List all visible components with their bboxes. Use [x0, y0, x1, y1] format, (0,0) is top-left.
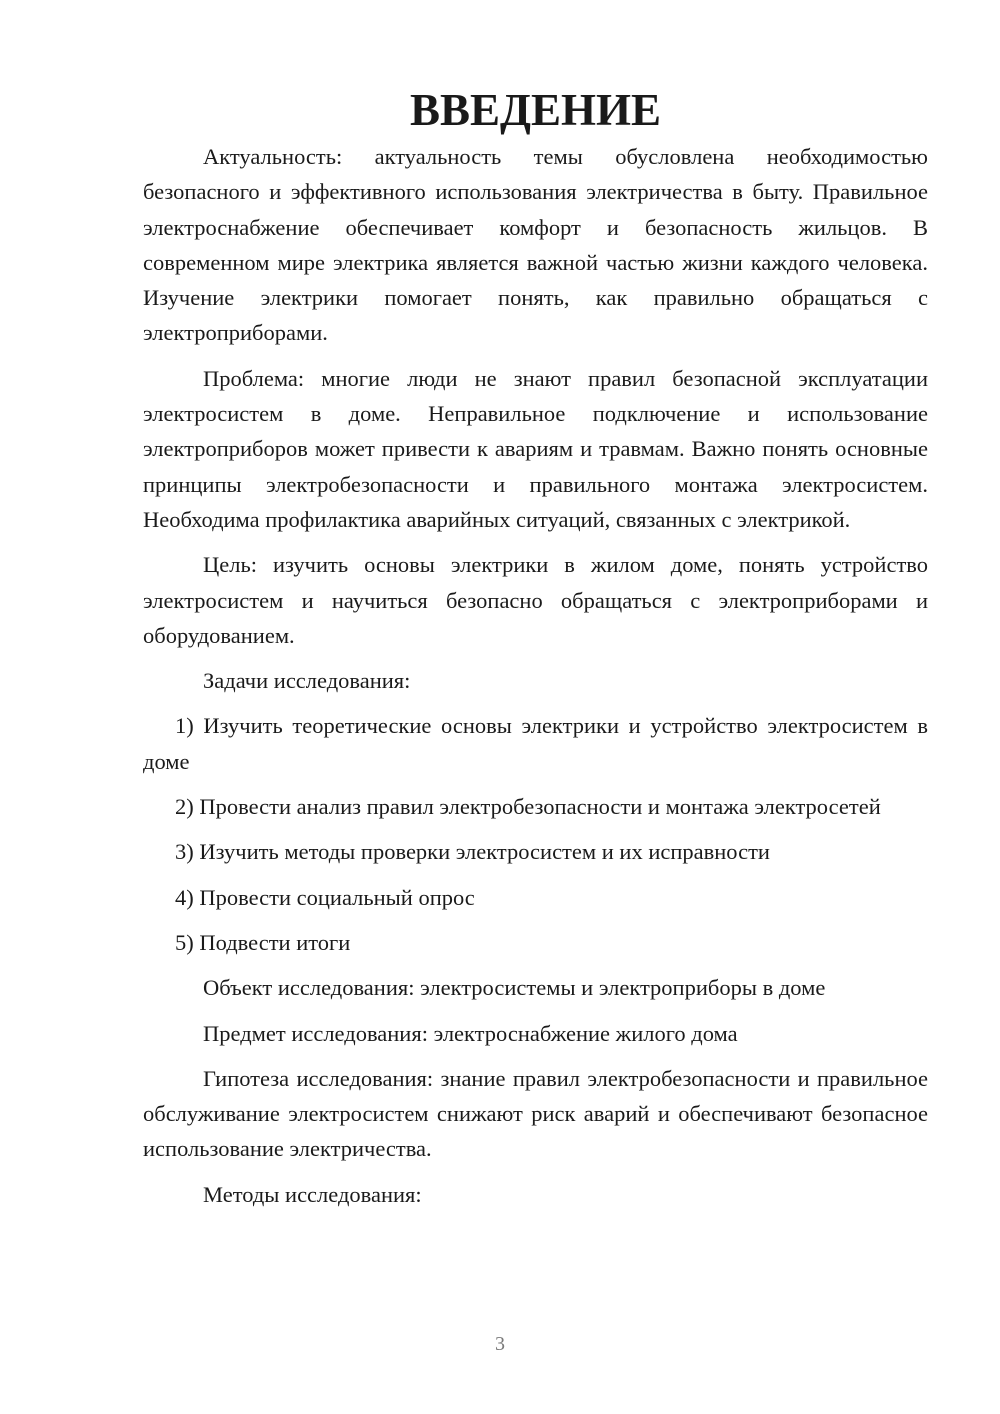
task-item-4: 4) Провести социальный опрос	[175, 884, 475, 910]
methods-heading: Методы исследования:	[203, 1181, 422, 1207]
goal-paragraph: Цель: изучить основы электрики в жилом доме, понять устройство электросистем и научиться безопасно обращаться с электроприборами и оборудованием.	[143, 552, 928, 648]
research-subject: Предмет исследования: электроснабжение жилого дома	[203, 1020, 738, 1046]
document-page	[143, 85, 928, 1222]
research-object: Объект исследования: электросистемы и электроприборы в доме	[203, 975, 826, 1001]
task-item-3: 3) Изучить методы проверки электросистем и их исправности	[175, 839, 770, 865]
page-number: 3	[495, 1333, 505, 1355]
hypothesis-paragraph: Гипотеза исследования: знание правил электробезопасности и правильное обслуживание электросистем снижают риск аварий и обеспечивают безопасное использование электричества.	[143, 1065, 928, 1162]
task-item-5: 5) Подвести итоги	[175, 929, 351, 955]
relevance-paragraph: Актуальность: актуальность темы обусловлена необходимостью безопасного и эффективного использования электричества в быту. Правильное электроснабжение обеспечивает комфорт и безопасность жильцов. В современном мире электрика является важной частью жизни каждого человека. Изучение электрики помогает понять, как правильно обращаться с электроприборами.	[143, 144, 928, 346]
task-item-2: 2) Провести анализ правил электробезопасности и монтажа электросетей	[175, 794, 881, 820]
tasks-heading: Задачи исследования:	[203, 668, 411, 694]
problem-paragraph: Проблема: многие люди не знают правил безопасной эксплуатации электросистем в доме. Неправильное подключение и использование электроприборов может привести к авариям и травмам. Важно понять основные принципы электробезопасности и правильного монтажа электросистем. Необходима профилактика аварийных ситуаций, связанных с электрикой.	[143, 365, 928, 532]
document-title: ВВЕДЕНИЕ	[409, 85, 662, 135]
task-item-1: 1) Изучить теоретические основы электрики и устройство электросистем в доме	[143, 713, 928, 774]
